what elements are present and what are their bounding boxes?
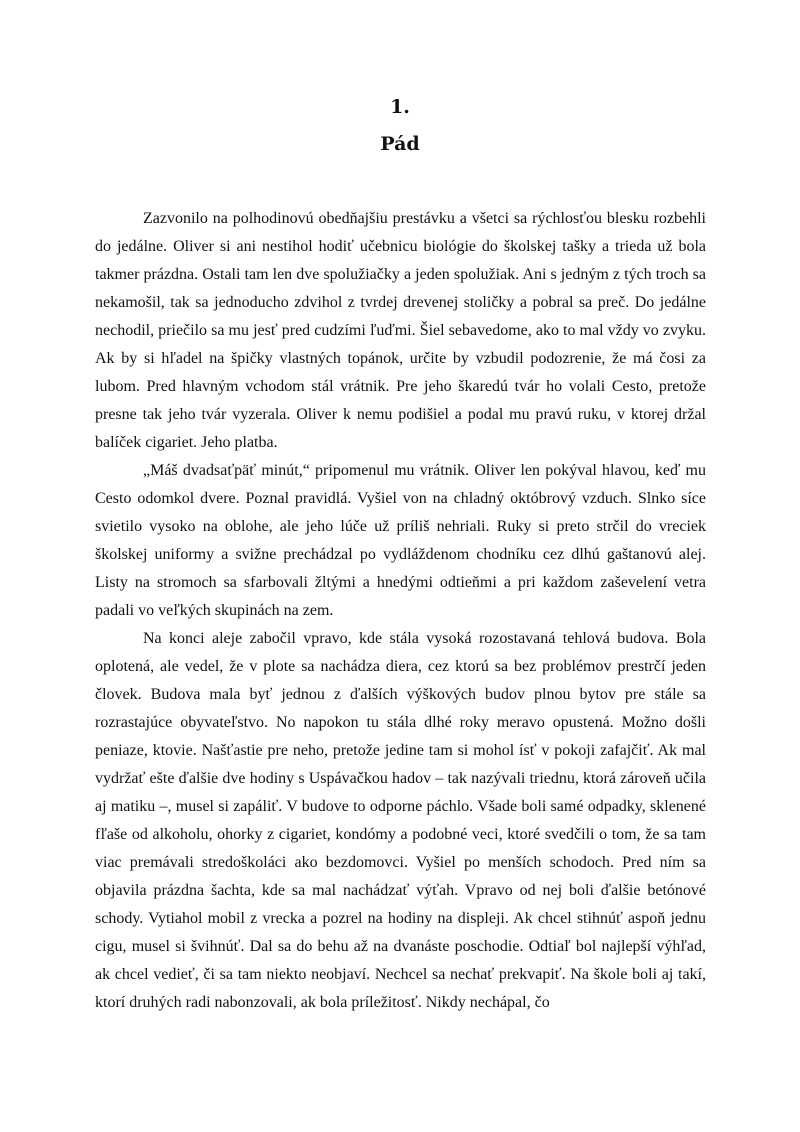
paragraph-3: Na konci aleje zabočil vpravo, kde stála vysoká rozostavaná tehlová budova. Bola oplotená, ale vedel, že v plote sa nachádza diera, cez ktorú sa bez problémov prestrčí jeden človek. Budova mala byť jednou z ďalších výškových budov plnou bytov pre stále sa rozrastajúce obyvateľstvo. No napokon tu stála dlhé roky meravo opustená. Možno došli peniaze, ktovie. Našťastie pre neho, pretože jedine tam si mohol ísť v pokoji zafajčiť. Ak mal vydržať ešte ďalšie dve hodiny s Uspávačkou hadov – tak nazývali triednu, ktorá zároveň učila aj matiku –, musel si zapáliť. V budove to odporne páchlo. Všade boli samé odpadky, sklenené fľaše od alkoholu, ohorky z cigariet, kondómy a podobné veci, ktoré svedčili o tom, že sa tam viac premávali stredoškoláci ako bezdomovci. Vyšiel po menších schodoch. Pred ním sa objavila prázdna šachta, kde sa mal nachádzať výťah. Vpravo od nej boli ďalšie betónové schody. Vytiahol mobil z vrecka a pozrel na hodiny na displeji. Ak chcel stihnúť aspoň jednu cigu, musel si švihnúť. Dal sa do behu až na dvanáste poschodie. Odtiaľ bol najlepší výhľad, ak chcel vedieť, či sa tam niekto neobjaví. Nechcel sa nechať prekvapiť. Na škole boli aj takí, ktorí druhých radi nabonzovali, ak bola príležitosť. Nikdy nechápal, čo [95, 630, 706, 1011]
paragraph-1: Zazvonilo na polhodinovú obedňajšiu prestávku a všetci sa rýchlosťou blesku rozbehli do jedálne. Oliver si ani nestihol hodiť učebnicu biológie do školskej tašky a trieda už bola takmer prázdna. Ostali tam len dve spolužiačky a jeden spolužiak. Ani s jedným z tých troch sa nekamošil, tak sa jednoducho zdvihol z tvrdej drevenej stoličky a pobral sa preč. Do jedálne nechodil, priečilo sa mu jesť pred cudzími ľuďmi. Šiel sebavedome, ako to mal vždy vo zvyku. Ak by si hľadel na špičky vlastných topánok, určite by vzbudil podozrenie, že má čosi za lubom. Pred hlavným vchodom stál vrátnik. Pre jeho škaredú tvár ho volali Cesto, pretože presne tak jeho tvár vyzerala. Oliver k nemu podišiel a podal mu pravú ruku, v ktorej držal balíček cigariet. Jeho platba. [95, 210, 706, 451]
paragraph-2: „Máš dvadsaťpäť minút,“ pripomenul mu vrátnik. Oliver len pokýval hlavou, keď mu Cesto odomkol dvere. Poznal pravidlá. Vyšiel von na chladný októbrový vzduch. Slnko síce svietilo vysoko na oblohe, ale jeho lúče už príliš nehriali. Ruky si preto strčil do vreciek školskej uniformy a svižne prechádzal po vydláždenom chodníku cez dlhú gaštanovú alej. Listy na stromoch sa sfarbovali žltými a hnedými odtieňmi a pri každom zaševelení vetra padali vo veľkých skupinách na zem. [95, 462, 706, 619]
chapter-body [95, 205, 706, 1017]
chapter-number: 1. [390, 96, 410, 118]
chapter-title: Pád [380, 133, 420, 155]
